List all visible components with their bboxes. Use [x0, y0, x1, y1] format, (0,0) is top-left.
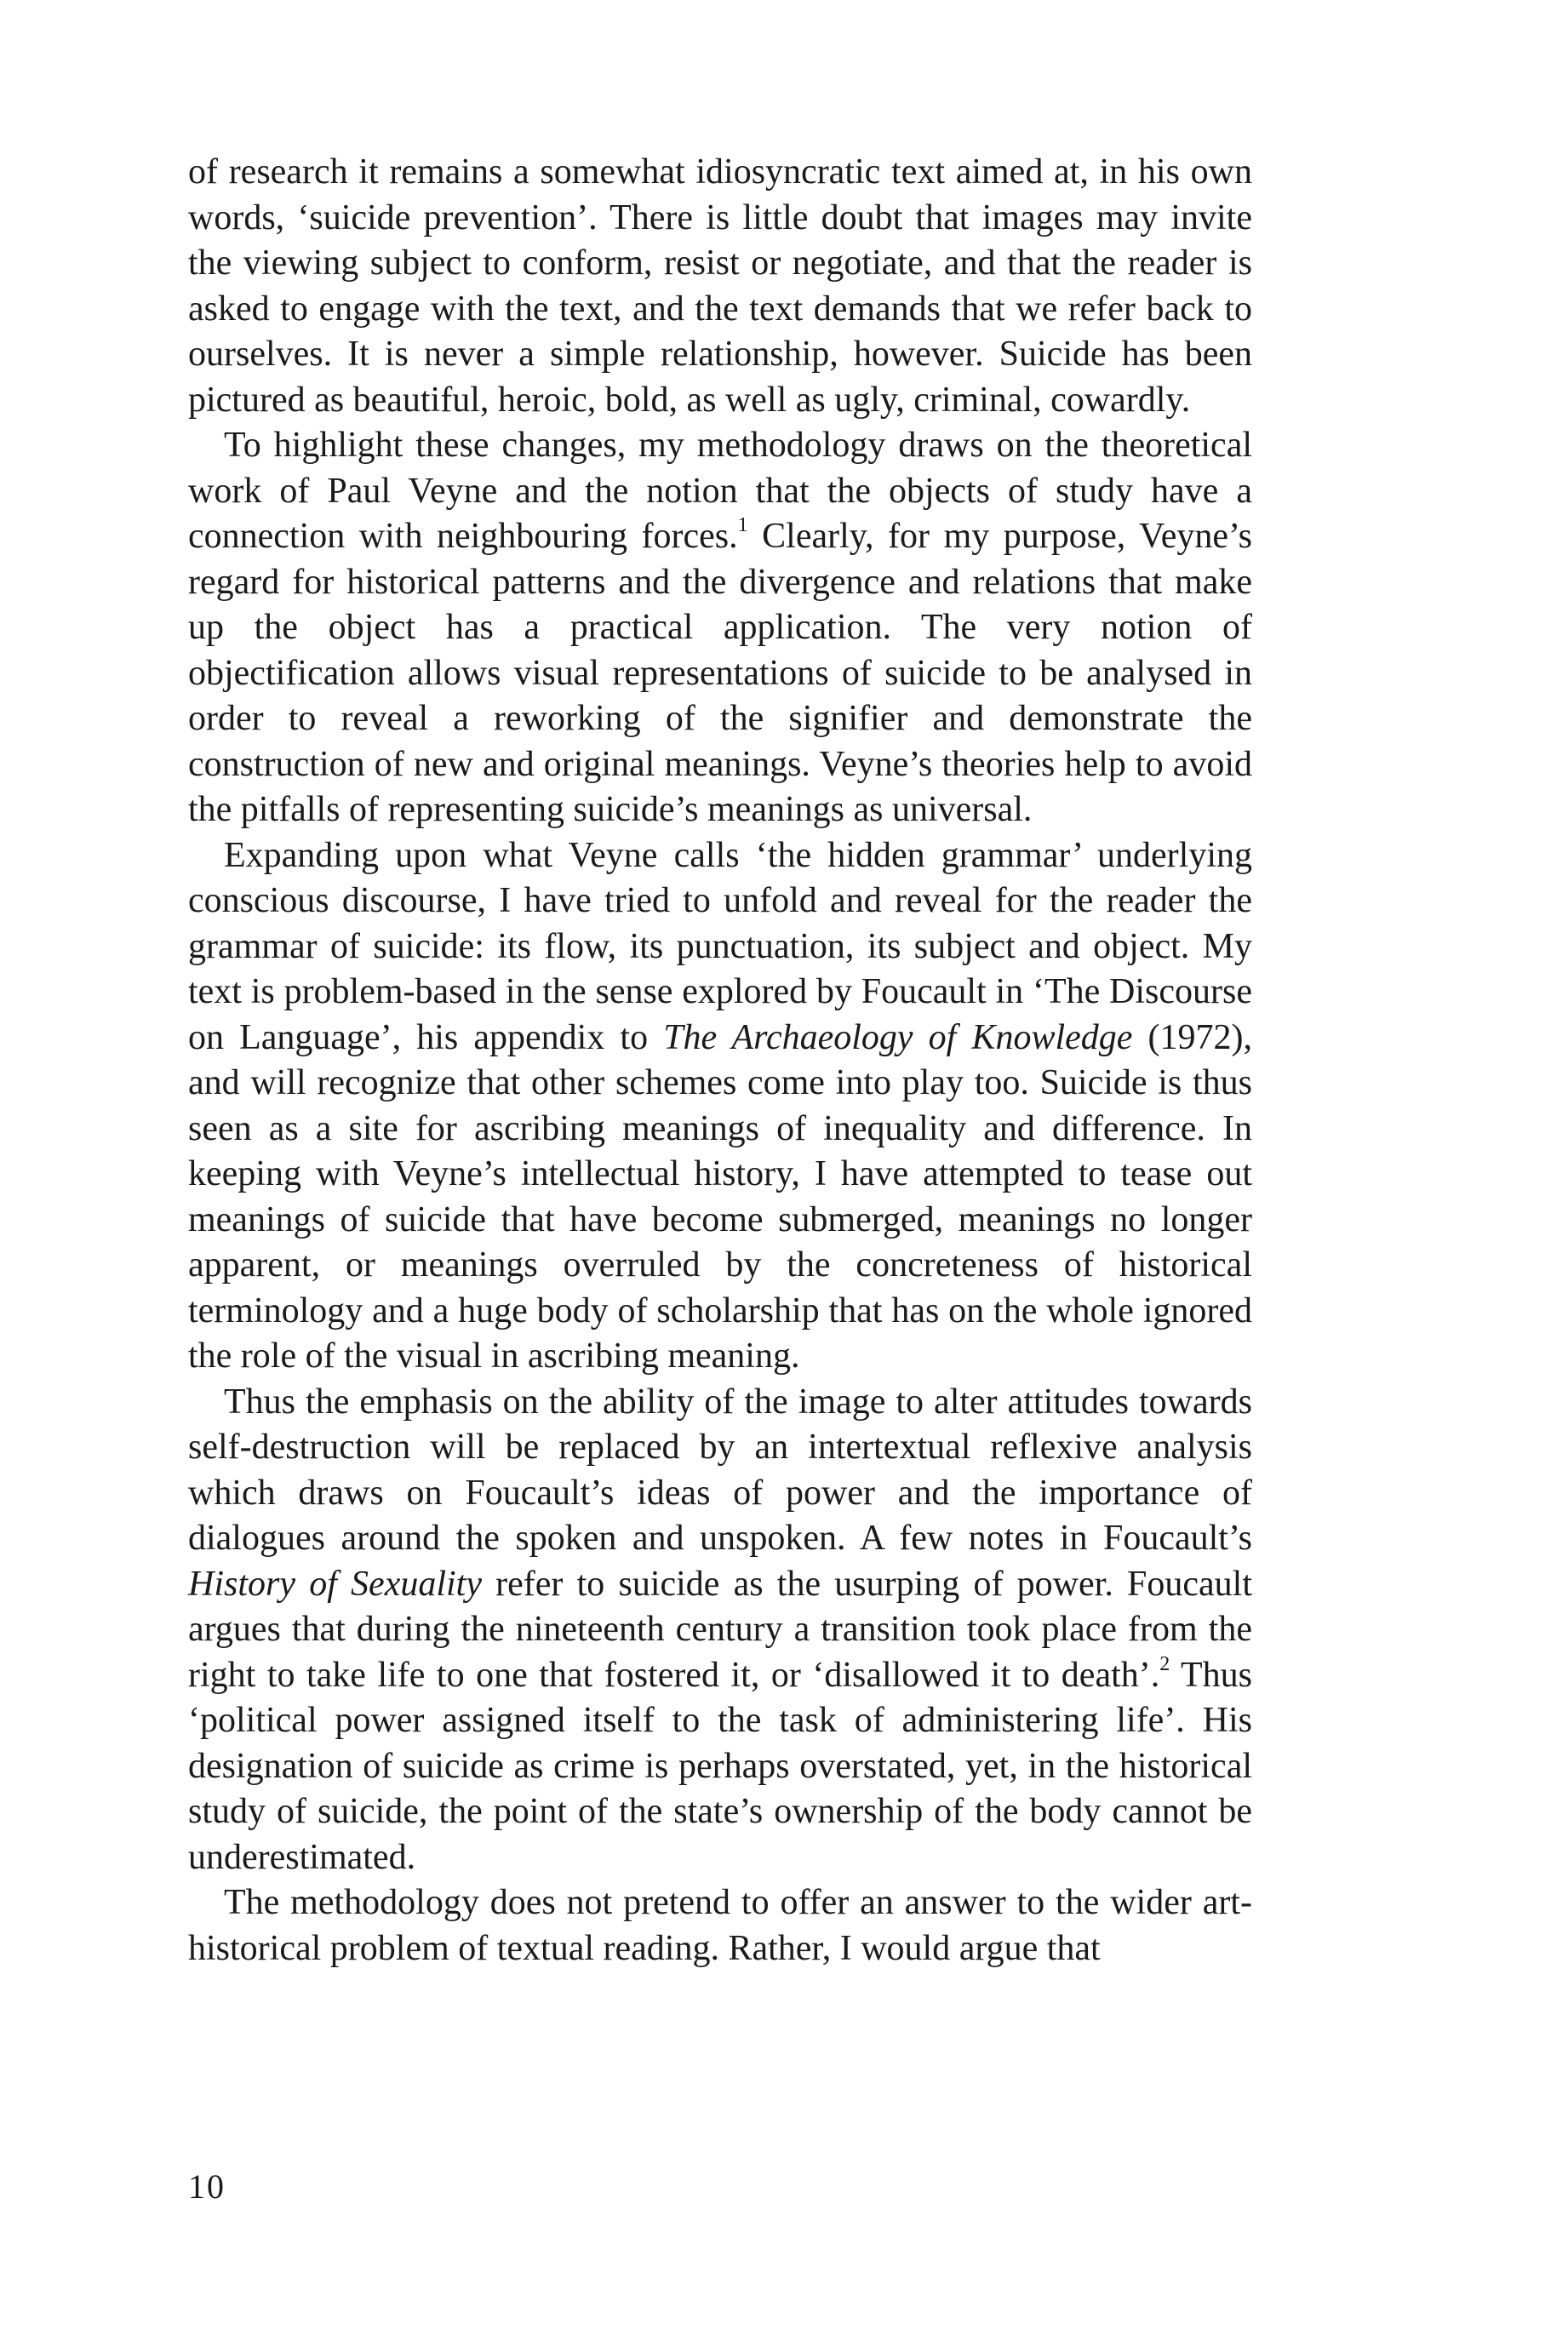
text-segment: refer to suicide as the usurping of power. Foucault argues that during the nineteenth century a transition took place from the right to take life to one that fostered it, or ‘disallowed it to death’. [188, 1564, 1252, 1695]
text-segment: (1972), and will recognize that other schemes come into play too. Suicide is thus seen as a site for ascribing meanings of inequality and difference. In keeping with Veyne’s intellectual history, I have attempted to tease out meanings of suicide that have become submerged, meanings no longer apparent, or meanings overruled by the concreteness of historical terminology and a huge body of scholarship that has on the whole ignored the role of the visual in ascribing meaning. [188, 1017, 1252, 1376]
text-segment: Thus ‘political power assigned itself to the task of administering life’. His designation of suicide as crime is perhaps overstated, yet, in the historical study of suicide, the point of the state’s ownership of the body cannot be underestimated. [188, 1655, 1252, 1877]
footnote-ref-1[interactable]: 1 [737, 514, 748, 536]
paragraph-2 [188, 423, 1252, 833]
text-segment: Clearly, for my purpose, Veyne’s regard for historical patterns and the divergence and relations that make up the object has a practical application. The very notion of objectification allows visual representations of suicide to be analysed in order to reveal a reworking of the signifier and demonstrate the construction of new and original meanings. Veyne’s theories help to avoid the pitfalls of representing suicide’s meanings as universal. [188, 517, 1252, 829]
paragraph-3 [188, 833, 1252, 1380]
text-segment: The methodology does not pretend to offer an answer to the wider art-historical problem of textual reading. Rather, I would argue that [188, 1883, 1252, 1968]
text-segment: Expanding upon what Veyne calls ‘the hidden grammar’ underlying conscious discourse, I have tried to unfold and reveal for the reader the grammar of suicide: its flow, its punctuation, its subject and object. My text is problem-based in the sense explored by Foucault in ‘The Discourse on Language’, his appendix to [188, 835, 1252, 1057]
paragraph-1 [188, 150, 1252, 423]
body-text [188, 150, 1252, 1971]
footnote-ref-2[interactable]: 2 [1159, 1652, 1170, 1675]
text-segment: To highlight these changes, my methodology draws on the theoretical work of Paul Veyne and the notion that the objects of study have a connection with neighbouring forces. [188, 426, 1252, 556]
text-segment: Thus the emphasis on the ability of the image to alter attitudes towards self-destruction will be replaced by an intertextual reflexive analysis which draws on Foucault’s ideas of power and the importance of dialogues around the spoken and unspoken. A few notes in Foucault’s [188, 1382, 1252, 1558]
text-segment: of research it remains a somewhat idiosyncratic text aimed at, in his own words, ‘suicide prevention’. There is little doubt that images may invite the viewing subject to conform, resist or negotiate, and that the reader is asked to engage with the text, and the text demands that we refer back to ourselves. It is never a simple relationship, however. Suicide has been pictured as beautiful, heroic, bold, as well as ugly, criminal, cowardly. [188, 152, 1252, 420]
paragraph-5 [188, 1880, 1252, 1971]
paragraph-4 [188, 1380, 1252, 1881]
page-number: 10 [188, 2167, 226, 2206]
book-title-archaeology: The Archaeology of Knowledge [663, 1017, 1133, 1057]
book-title-history-of-sexuality: History of Sexuality [188, 1564, 482, 1604]
